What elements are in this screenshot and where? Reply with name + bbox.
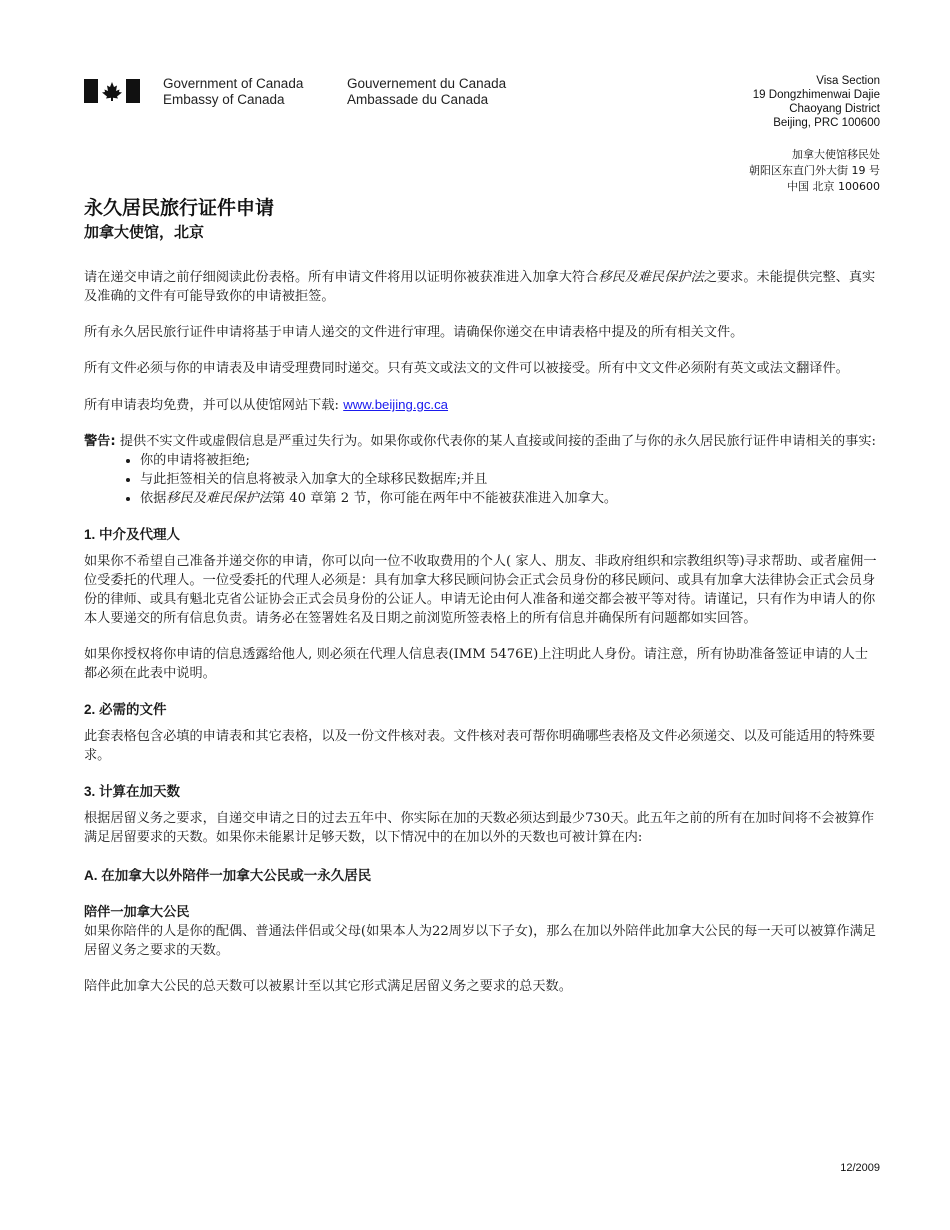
warning-text: 提供不实文件或虚假信息是严重过失行为。如果你或你代表你的某人直接或间接的歪曲了与你的永久居民旅行证件申请相关的事实: [115, 434, 876, 449]
embassy-website-link[interactable]: www.beijing.gc.ca [343, 397, 449, 412]
address-en [753, 74, 880, 130]
bullet3-text-end: 第 40 章第 2 节，你可能在两年中不能被获准进入加拿大。 [271, 491, 618, 506]
document-body [84, 196, 880, 996]
government-name-fr [347, 76, 506, 108]
page-title: 永久居民旅行证件申请 [84, 197, 275, 219]
warning-list-item [140, 489, 880, 508]
section-3-heading: 3. 计算在加天数 [84, 784, 181, 799]
address-zh-line: 朝阳区东直门外大街 19 号 [749, 164, 880, 177]
canada-flag-icon [84, 79, 140, 103]
section-1-paragraph-1: 如果你不希望自己准备并递交你的申请，你可以向一位不收取费用的个人( 家人、朋友、非政府组织和宗教组织等)寻求帮助、或者雇佣一位受委托的代理人。一位受委托的代理人必须是：具有加拿大移民顾问协会正式会员身份的移民顾问、或具有加拿大法律协会正式会员身份的律师、或具有魁北克省公证协会正式会员身份的公证人。申请无论由何人准备和递交都会被平等对待。请谨记，只有作为申请人的你本人要递交的所有信息负责。请务必在签署姓名及日期之前浏览所签表格上的所有信息并确保所有问题都如实回答。 [84, 554, 877, 626]
section-2-paragraph-1: 此套表格包含必填的申请表和其它表格，以及一份文件核对表。文件核对表可帮你明确哪些表格及文件必须递交、以及可能适用的特殊要求。 [84, 729, 876, 763]
section-3a-heading: A. 在加拿大以外陪伴一加拿大公民或一永久居民 [84, 868, 372, 883]
intro-paragraph-1 [84, 268, 880, 306]
address-zh [749, 147, 880, 195]
gov-fr-line2: Ambassade du Canada [347, 92, 489, 107]
warning-list [84, 451, 880, 508]
address-zh-line: 加拿大使馆移民处 [792, 148, 880, 161]
address-en-line: 19 Dongzhimenwai Dajie [752, 89, 880, 101]
intro-paragraph-3: 所有文件必须与你的申请表及申请受理费同时递交。只有英文或法文的文件可以被接受。所有中文文件必须附有英文或法文翻译件。 [84, 361, 849, 376]
warning-list-item: • 与此拒签相关的信息将被录入加拿大的全球移民数据库;并且 [140, 470, 880, 489]
download-text: 所有申请表均免费，并可以从使馆网站下载: [84, 398, 344, 413]
intro-p1-text: 请在递交申请之前仔细阅读此份表格。所有申请文件将用以证明你被获准进入加拿大符合 [84, 270, 599, 285]
section-3a-subheading: 陪伴一加拿大公民 [84, 905, 190, 920]
revision-date: 12/2009 [840, 1162, 880, 1174]
address-en-line: Chaoyang District [789, 103, 880, 115]
warning-list-item: • 你的申请将被拒绝; [140, 451, 880, 470]
act-name: 移民及难民保护法 [598, 270, 704, 285]
gov-en-line1: Government of Canada [163, 76, 304, 91]
intro-paragraph-4 [84, 395, 880, 415]
gov-fr-line1: Gouvernement du Canada [347, 76, 507, 91]
warning-paragraph [84, 432, 880, 451]
address-zh-line: 中国 北京 100600 [787, 180, 880, 193]
gov-en-line2: Embassy of Canada [163, 92, 285, 107]
warning-label: 警告: [84, 434, 116, 449]
section-3-paragraph-1: 根据居留义务之要求，自递交申请之日的过去五年中、你实际在加的天数必须达到最少730天。此五年之前的所有在加时间将不会被算作满足居留要求的天数。如果你未能累计足够天数，以下情况中的在加以外的天数也可被计算在内: [84, 811, 875, 845]
section-3-paragraph-3: 陪伴此加拿大公民的总天数可以被累计至以其它形式满足居留义务之要求的总天数。 [84, 979, 572, 994]
section-1-heading: 1. 中介及代理人 [84, 527, 181, 542]
bullet3-text: 依据 [140, 491, 167, 506]
government-name-en [163, 76, 303, 108]
intro-p1-text-end: 之要求。未能提供完整、真实及准确的文件有可能导致你的申请被拒签。 [84, 270, 876, 304]
section-2-heading: 2. 必需的文件 [84, 702, 167, 717]
address-en-line: Beijing, PRC 100600 [773, 117, 880, 129]
section-3-paragraph-2: 如果你陪伴的人是你的配偶、普通法伴侣或父母(如果本人为22周岁以下子女)，那么在加以外陪伴此加拿大公民的每一天可以被算作满足居留义务之要求的天数。 [84, 924, 876, 958]
intro-paragraph-2: 所有永久居民旅行证件申请将基于申请人递交的文件进行审理。请确保你递交在申请表格中提及的所有相关文件。 [84, 325, 744, 340]
address-en-line: Visa Section [816, 75, 880, 87]
page-subtitle: 加拿大使馆，北京 [84, 223, 205, 241]
act-name: 移民及难民保护法 [166, 491, 272, 506]
section-1-paragraph-2: 如果你授权将你申请的信息透露给他人, 则必须在代理人信息表(IMM 5476E)上注明此人身份。请注意，所有协助准备签证申请的人士都必须在此表中说明。 [84, 647, 869, 681]
